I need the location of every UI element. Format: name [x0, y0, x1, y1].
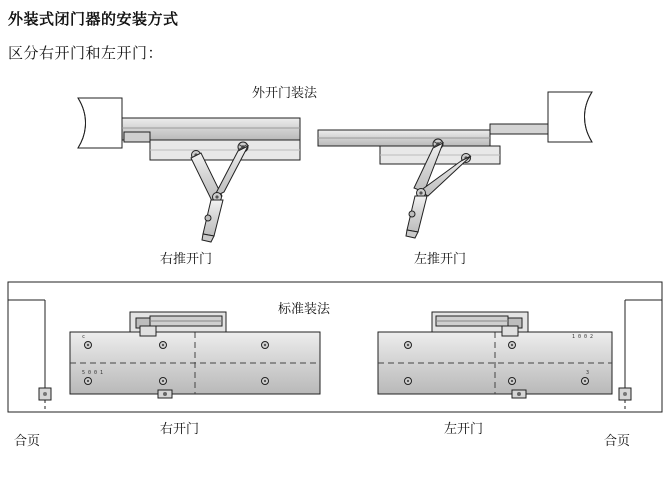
- view-left-open: [378, 300, 662, 412]
- svg-text:1 0 0 2: 1 0 0 2: [572, 334, 594, 340]
- page-title: 外装式闭门器的安装方式: [8, 10, 179, 28]
- page-subtitle: 区分右开门和左开门：: [8, 44, 164, 62]
- svg-text:c: c: [82, 334, 86, 340]
- view-left-push: [318, 92, 592, 238]
- label-left-push-open: 左推开门: [414, 252, 467, 267]
- label-standard-mount: 标准装法: [278, 302, 331, 317]
- view-right-open: [8, 300, 320, 412]
- svg-text:3: 3: [586, 370, 590, 376]
- label-right-open: 右开门: [160, 422, 200, 437]
- label-hinge-left: 合页: [14, 434, 41, 449]
- label-right-push-open: 右推开门: [160, 252, 213, 267]
- label-outer-mount: 外开门装法: [252, 86, 318, 101]
- label-left-open: 左开门: [444, 422, 484, 437]
- label-hinge-right: 合页: [604, 434, 631, 449]
- view-right-push: [78, 98, 300, 242]
- svg-text:5 0 0 1: 5 0 0 1: [82, 370, 104, 376]
